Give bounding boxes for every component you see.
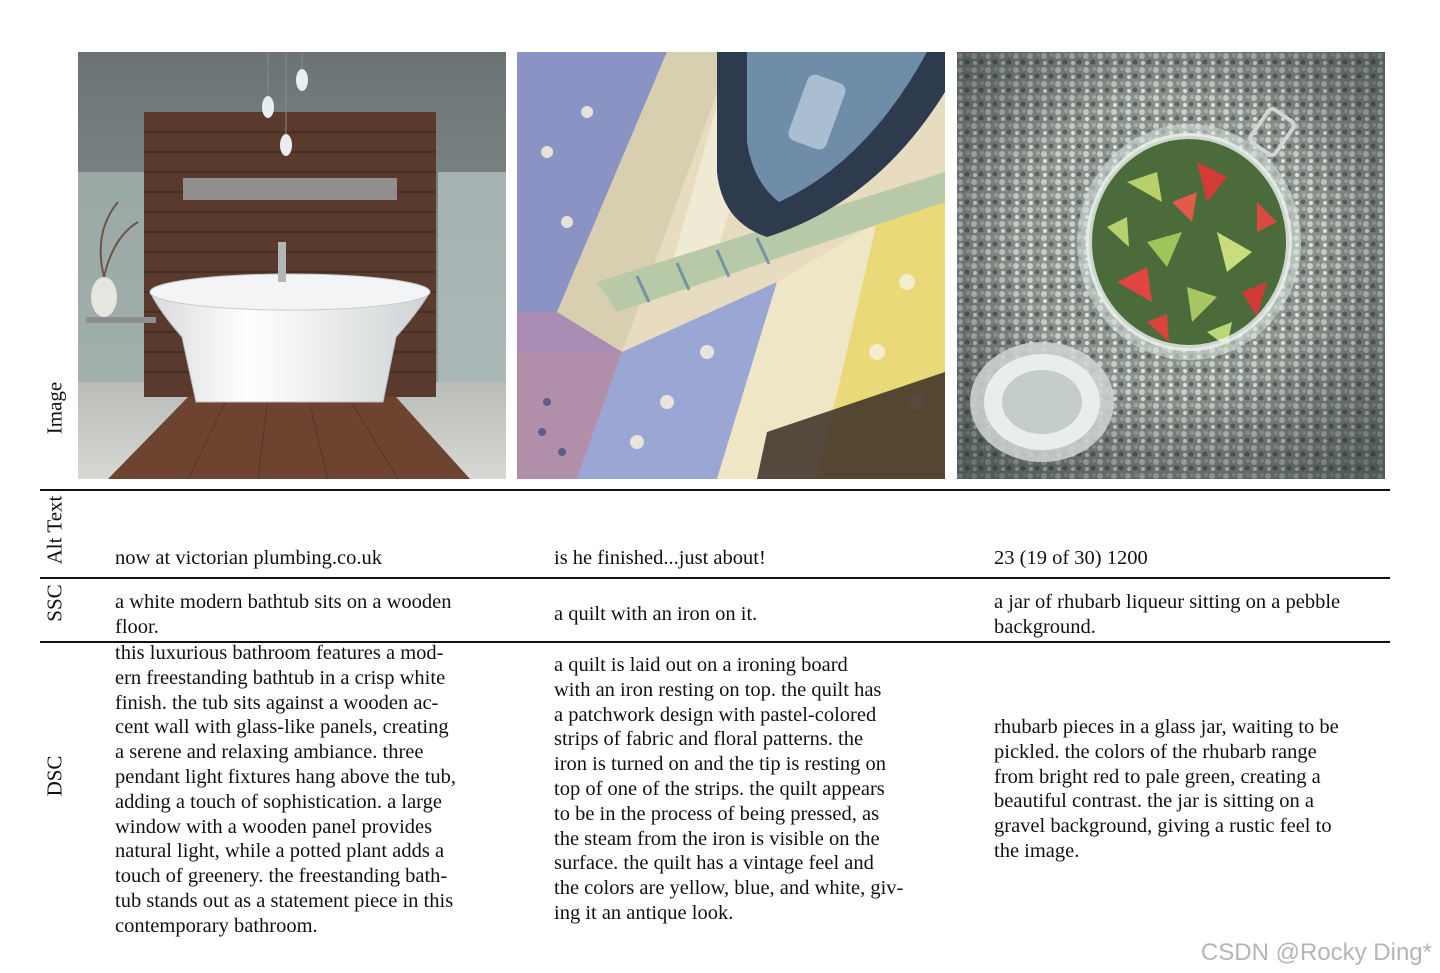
dsc-line: window with a wooden panel provides xyxy=(115,815,433,838)
quilt-iron-image xyxy=(517,52,945,479)
dsc-line: touch of greenery. the freestanding bath- xyxy=(115,865,448,888)
dsc-line: a patchwork design with pastel-colored xyxy=(554,703,877,726)
dsc-cell-1 xyxy=(115,641,471,939)
dsc-line: contemporary bathroom. xyxy=(115,914,318,937)
dsc-line: adding a touch of sophistication. a large xyxy=(115,790,442,813)
dsc-line: top of one of the strips. the quilt appears xyxy=(554,777,885,800)
bathtub-image xyxy=(78,52,506,479)
dsc-line: cent wall with glass-like panels, creating xyxy=(115,716,449,739)
dsc-line: a quilt is laid out on a ironing board xyxy=(554,654,848,676)
ssc-line: floor. xyxy=(115,615,159,638)
bathtub-photo-icon xyxy=(78,52,506,479)
ssc-line: a quilt with an iron on it. xyxy=(554,603,758,625)
ssc-cell-2 xyxy=(554,602,914,627)
alt-text-cell-2: is he finished...just about! xyxy=(554,547,766,569)
rhubarb-jar-image xyxy=(957,52,1385,479)
rhubarb-jar-photo-icon xyxy=(957,52,1385,479)
alt-text-cell-1: now at victorian plumbing.co.uk xyxy=(115,547,383,569)
dsc-line: strips of fabric and floral patterns. the xyxy=(554,728,864,751)
ssc-line: a white modern bathtub sits on a wooden xyxy=(115,591,452,613)
dsc-line: with an iron resting on top. the quilt has xyxy=(554,678,882,701)
csdn-watermark: CSDN @Rocky Ding* xyxy=(1200,939,1432,966)
dsc-line: rhubarb pieces in a glass jar, waiting to be xyxy=(994,716,1339,738)
dsc-line: tub stands out as a statement piece in this xyxy=(115,889,454,912)
ssc-cell-3 xyxy=(994,590,1354,640)
dsc-line: pendant light fixtures hang above the tub, xyxy=(115,765,457,788)
table-rule-top xyxy=(40,489,1390,491)
dsc-line: ing it an antique look. xyxy=(554,901,734,924)
alt-text-cell-3: 23 (19 of 30) 1200 xyxy=(994,547,1148,569)
dsc-line: the colors are yellow, blue, and white, giv- xyxy=(554,877,904,900)
dsc-line: natural light, while a potted plant adds a xyxy=(115,840,445,863)
ssc-line: a jar of rhubarb liqueur sitting on a pebble xyxy=(994,591,1341,613)
dsc-cell-3 xyxy=(994,715,1350,864)
dsc-line: ern freestanding bathtub in a crisp white xyxy=(115,666,446,689)
dsc-line: finish. the tub sits against a wooden ac- xyxy=(115,691,439,714)
dsc-line: a serene and relaxing ambiance. three xyxy=(115,741,424,764)
table-rule-middle xyxy=(40,577,1390,579)
dsc-line: from bright red to pale green, creating a xyxy=(994,765,1321,788)
quilt-iron-photo-icon xyxy=(517,52,945,479)
dsc-line: the image. xyxy=(994,839,1080,862)
ssc-cell-1 xyxy=(115,590,475,640)
ssc-line: background. xyxy=(994,615,1096,638)
dsc-line: to be in the process of being pressed, as xyxy=(554,802,880,825)
dsc-line: gravel background, giving a rustic feel to xyxy=(994,815,1332,838)
dsc-line: surface. the quilt has a vintage feel and xyxy=(554,852,874,875)
dsc-line: the steam from the iron is visible on the xyxy=(554,827,880,850)
dsc-line: iron is turned on and the tip is resting on xyxy=(554,753,886,776)
dsc-line: this luxurious bathroom features a mod- xyxy=(115,642,444,664)
dsc-cell-2 xyxy=(554,653,910,926)
dsc-line: beautiful contrast. the jar is sitting on a xyxy=(994,790,1314,813)
dsc-line: pickled. the colors of the rhubarb range xyxy=(994,740,1317,763)
